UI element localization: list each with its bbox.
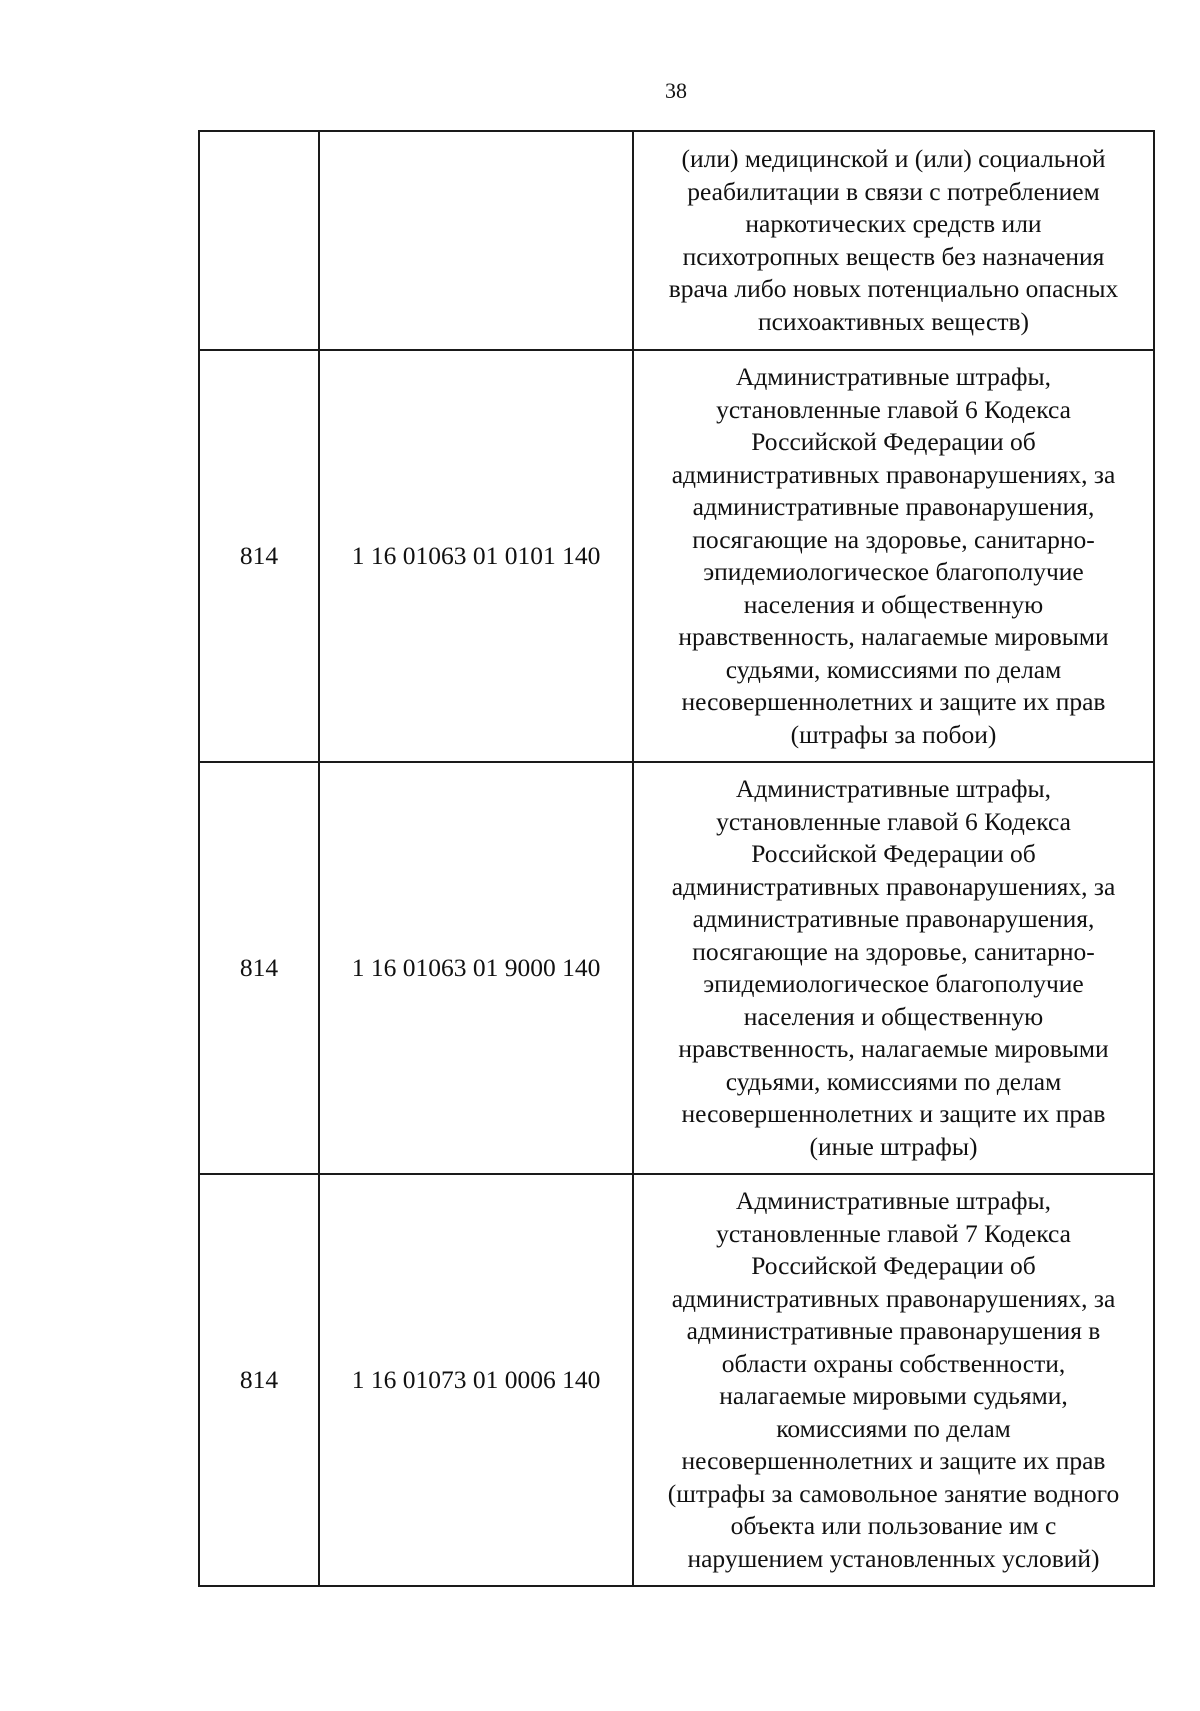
description-cell [633, 350, 1154, 762]
description-cell [633, 762, 1154, 1174]
admin-code-cell [199, 131, 319, 350]
kbk-code-cell [319, 131, 633, 350]
description-text: Административные штрафы, установленные главой 6 Кодекса Российской Федерации об административных правонарушениях, за административные правонарушения, посягающие на здоровье, санитарно- эпидемиологическое благополучие населения и общественную нравственность, налагаемые мировыми судьями, комиссиями по делам несовершеннолетних и защите их прав (штрафы за побои) [671, 362, 1116, 749]
description-cell [633, 131, 1154, 350]
description-text: Административные штрафы, установленные главой 6 Кодекса Российской Федерации об административных правонарушениях, за административные правонарушения, посягающие на здоровье, санитарно- эпидемиологическое благополучие населения и общественную нравственность, налагаемые мировыми судьями, комиссиями по делам несовершеннолетних и защите их прав (иные штрафы) [671, 774, 1116, 1161]
admin-code-cell: 814 [199, 350, 319, 762]
table-row [199, 350, 1154, 762]
admin-code-cell: 814 [199, 762, 319, 1174]
description-text: (или) медицинской и (или) социальной реабилитации в связи с потреблением наркотических средств или психотропных веществ без назначения врача либо новых потенциально опасных психоактивных веществ) [668, 144, 1119, 336]
table-row [199, 131, 1154, 350]
table-row [199, 762, 1154, 1174]
description-cell [633, 1174, 1154, 1586]
kbk-code-cell: 1 16 01063 01 9000 140 [319, 762, 633, 1174]
budget-codes-table [198, 130, 1155, 1587]
table-row [199, 1174, 1154, 1586]
admin-code-cell: 814 [199, 1174, 319, 1586]
kbk-code-cell: 1 16 01063 01 0101 140 [319, 350, 633, 762]
description-text: Административные штрафы, установленные главой 7 Кодекса Российской Федерации об административных правонарушениях, за административные правонарушения в области охраны собственности, налагаемые мировыми судьями, комиссиями по делам несовершеннолетних и защите их прав (штрафы за самовольное занятие водного объекта или пользование им с нарушением установленных условий) [667, 1186, 1120, 1573]
page-number: 38 [665, 78, 687, 103]
kbk-code-cell: 1 16 01073 01 0006 140 [319, 1174, 633, 1586]
